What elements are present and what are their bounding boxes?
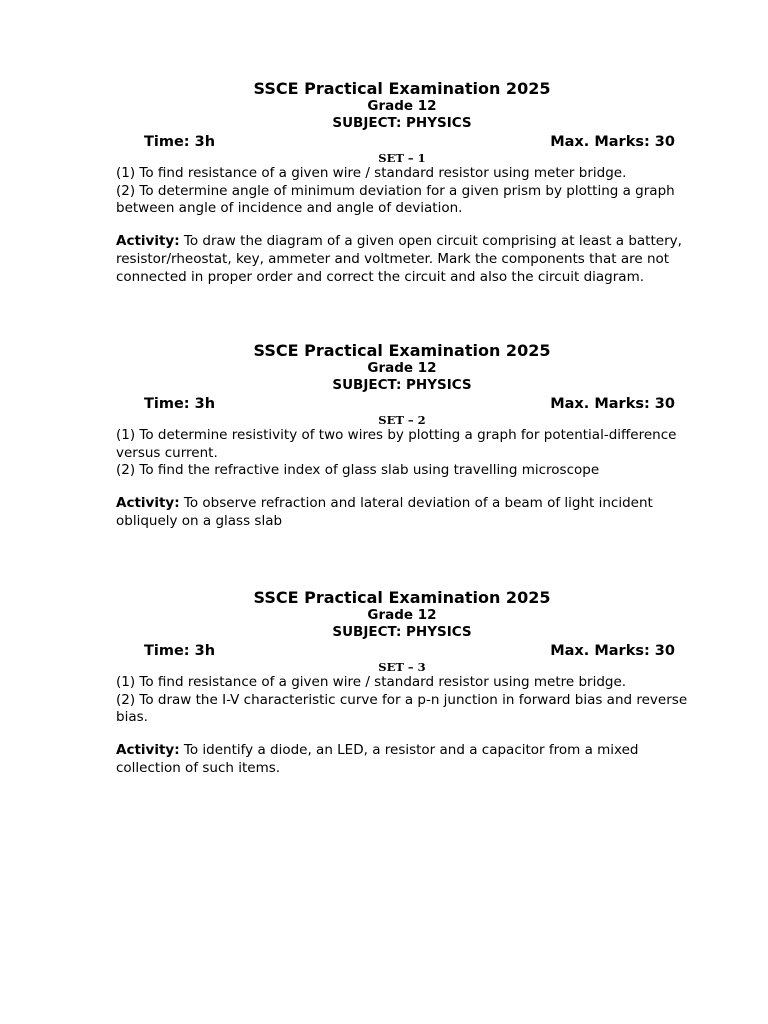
activity-paragraph bbox=[116, 232, 688, 286]
subject-label: SUBJECT: PHYSICS bbox=[332, 115, 472, 131]
exam-title: SSCE Practical Examination 2025 bbox=[253, 79, 551, 98]
max-marks-label: Max. Marks: 30 bbox=[550, 134, 675, 150]
activity-text: To draw the diagram of a given open circuit comprising at least a battery, resistor/rheostat, key, ammeter and voltmeter. Mark the components that are not connected in proper order and correct the circuit and also the circuit diagram. bbox=[116, 232, 682, 285]
grade-label: Grade 12 bbox=[367, 607, 437, 623]
exam-set-3 bbox=[116, 588, 688, 777]
activity-label: Activity: bbox=[116, 741, 180, 758]
task-item: (2) To draw the I-V characteristic curve for a p-n junction in forward bias and reverse bias. bbox=[116, 691, 688, 725]
activity-paragraph bbox=[116, 494, 688, 530]
exam-meta-row bbox=[116, 395, 688, 413]
activity-paragraph bbox=[116, 741, 688, 777]
exam-title: SSCE Practical Examination 2025 bbox=[253, 341, 551, 360]
task-item: (1) To find resistance of a given wire / standard resistor using meter bridge. bbox=[116, 165, 627, 181]
task-item: (2) To determine angle of minimum deviation for a given prism by plotting a graph between angle of incidence and angle of deviation. bbox=[116, 182, 675, 216]
activity-label: Activity: bbox=[116, 494, 180, 511]
activity-label: Activity: bbox=[116, 232, 180, 249]
time-label: Time: 3h bbox=[144, 396, 216, 412]
subject-label: SUBJECT: PHYSICS bbox=[332, 377, 472, 393]
time-label: Time: 3h bbox=[144, 643, 216, 659]
exam-set-1 bbox=[116, 79, 688, 286]
task-item: (1) To find resistance of a given wire / standard resistor using metre bridge. bbox=[116, 674, 627, 690]
grade-label: Grade 12 bbox=[367, 98, 437, 114]
max-marks-label: Max. Marks: 30 bbox=[550, 643, 675, 659]
exam-meta-row bbox=[116, 642, 688, 660]
time-label: Time: 3h bbox=[144, 134, 216, 150]
max-marks-label: Max. Marks: 30 bbox=[550, 396, 675, 412]
set-label: SET – 3 bbox=[378, 660, 426, 674]
exam-meta-row bbox=[116, 133, 688, 151]
activity-text: To identify a diode, an LED, a resistor and a capacitor from a mixed collection of such items. bbox=[116, 741, 639, 776]
set-label: SET – 1 bbox=[378, 151, 426, 165]
grade-label: Grade 12 bbox=[367, 360, 437, 376]
task-item: (2) To find the refractive index of glass slab using travelling microscope bbox=[116, 462, 600, 478]
exam-set-2 bbox=[116, 341, 688, 530]
set-label: SET – 2 bbox=[378, 413, 426, 427]
exam-title: SSCE Practical Examination 2025 bbox=[253, 588, 551, 607]
task-item: (1) To determine resistivity of two wires by plotting a graph for potential-difference versus current. bbox=[116, 427, 677, 461]
activity-text: To observe refraction and lateral deviation of a beam of light incident obliquely on a glass slab bbox=[116, 494, 653, 529]
subject-label: SUBJECT: PHYSICS bbox=[332, 624, 472, 640]
